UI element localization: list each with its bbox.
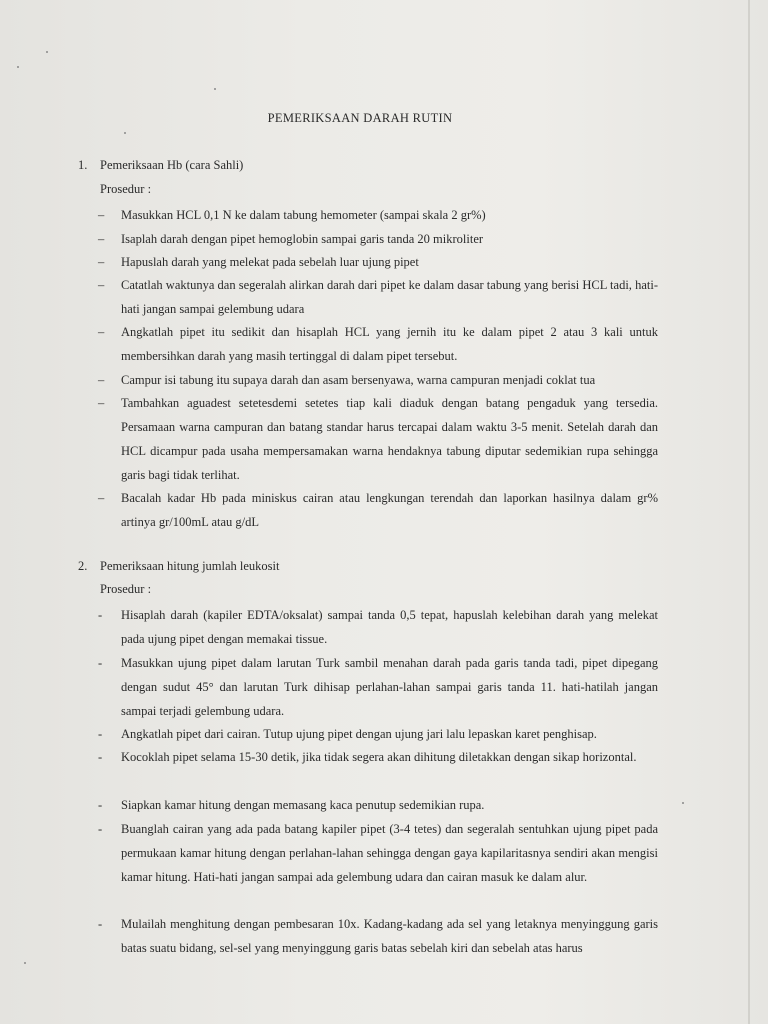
scan-speck	[214, 88, 216, 90]
step-text: Masukkan HCL 0,1 N ke dalam tabung hemometer (sampai skala 2 gr%)	[121, 208, 486, 222]
step-text: Angkatlah pipet itu sedikit dan hisaplah HCL yang jernih itu ke dalam pipet 2 atau 3 kali untuk membersihkan darah yang masih tertinggal di dalam pipet tersebut.	[121, 325, 658, 363]
scan-speck	[24, 962, 26, 964]
bullet-dash: –	[98, 255, 105, 269]
bullet-dash: -	[98, 798, 103, 812]
step-text: Kocoklah pipet selama 15-30 detik, jika tidak segera akan dihitung diletakkan dengan sikap horizontal.	[121, 750, 637, 764]
section-number: 2.	[78, 559, 88, 573]
bullet-dash: –	[98, 232, 105, 246]
procedure-step	[98, 912, 658, 960]
bullet-dash: -	[98, 656, 103, 670]
section-number: 1.	[78, 158, 88, 172]
procedure-step	[98, 817, 658, 889]
bullet-dash: –	[98, 491, 105, 505]
paper-edge	[748, 0, 750, 1024]
procedure-step	[98, 227, 658, 251]
procedure-step	[98, 745, 658, 769]
step-text: Bacalah kadar Hb pada miniskus cairan atau lengkungan terendah dan laporkan hasilnya dalam gr% artinya gr/100mL atau g/dL	[121, 491, 658, 529]
step-text: Hapuslah darah yang melekat pada sebelah luar ujung pipet	[121, 255, 419, 269]
step-text: Catatlah waktunya dan segeralah alirkan darah dari pipet ke dalam dasar tabung yang berisi HCL tadi, hati-hati jangan sampai gelembung udara	[121, 278, 658, 316]
step-text: Siapkan kamar hitung dengan memasang kaca penutup sedemikian rupa.	[121, 798, 485, 812]
section-title: Pemeriksaan Hb (cara Sahli)	[100, 158, 244, 172]
bullet-dash: –	[98, 396, 105, 410]
section-title: Pemeriksaan hitung jumlah leukosit	[100, 559, 280, 573]
bullet-dash: -	[98, 608, 103, 622]
procedure-step	[98, 486, 658, 534]
procedure-step	[98, 250, 658, 274]
bullet-dash: –	[98, 325, 105, 339]
scan-speck	[17, 66, 19, 68]
step-text: Mulailah menghitung dengan pembesaran 10x. Kadang-kadang ada sel yang letaknya menyinggung garis batas suatu bidang, sel-sel yang menyinggung garis batas sebelah kiri dan sebelah atas harus	[121, 917, 658, 955]
step-text: Campur isi tabung itu supaya darah dan asam bersenyawa, warna campuran menjadi coklat tua	[121, 373, 596, 387]
step-text: Tambahkan aguadest setetesdemi setetes tiap kali diaduk dengan batang pengaduk yang tersedia. Persamaan warna campuran dan batang standar harus tercapai dalam waktu 3-5 menit. Setelah darah dan HCL dicampur pada usaha mempersamakan warna hendaknya tabung diputar sedemikian rupa sehingga garis bagi tidak terlihat.	[121, 396, 658, 482]
scan-speck	[682, 802, 684, 804]
procedure-step	[98, 793, 658, 817]
procedure-step	[98, 368, 658, 392]
step-text: Buanglah cairan yang ada pada batang kapiler pipet (3-4 tetes) dan segeralah sentuhkan ujung pipet pada permukaan kamar hitung dengan perlahan-lahan sehingga dengan gaya kapilaritasnya sendiri akan mengisi kamar hitung. Hati-hati jangan sampai ada gelembung udara dan cairan masuk ke dalam alur.	[121, 822, 658, 884]
procedure-step	[98, 651, 658, 723]
procedure-step	[98, 273, 658, 321]
step-text: Angkatlah pipet dari cairan. Tutup ujung pipet dengan ujung jari lalu lepaskan karet penghisap.	[121, 727, 597, 741]
procedure-step	[98, 722, 658, 746]
procedure-step	[98, 203, 658, 227]
bullet-dash: -	[98, 750, 103, 764]
prosedur-label: Prosedur :	[100, 182, 152, 196]
step-text: Masukkan ujung pipet dalam larutan Turk sambil menahan darah pada garis tanda tadi, pipet dipegang dengan sudut 45° dan larutan Turk dihisap perlahan-lahan sampai garis tanda 11. hati-hatilah jangan sampai terjadi gelembung udara.	[121, 656, 658, 718]
procedure-step	[98, 320, 658, 368]
prosedur-label: Prosedur :	[100, 582, 152, 596]
bullet-dash: -	[98, 727, 103, 741]
procedure-step	[98, 391, 658, 487]
scan-speck	[124, 132, 126, 134]
step-text: Isaplah darah dengan pipet hemoglobin sampai garis tanda 20 mikroliter	[121, 232, 484, 246]
bullet-dash: –	[98, 278, 105, 292]
step-text: Hisaplah darah (kapiler EDTA/oksalat) sampai tanda 0,5 tepat, hapuslah kelebihan darah yang melekat pada ujung pipet dengan memakai tissue.	[121, 608, 658, 646]
bullet-dash: -	[98, 822, 103, 836]
procedure-step	[98, 603, 658, 651]
bullet-dash: -	[98, 917, 103, 931]
bullet-dash: –	[98, 208, 105, 222]
bullet-dash: –	[98, 373, 105, 387]
scan-speck	[46, 51, 48, 53]
document-title: PEMERIKSAAN DARAH RUTIN	[267, 111, 453, 125]
